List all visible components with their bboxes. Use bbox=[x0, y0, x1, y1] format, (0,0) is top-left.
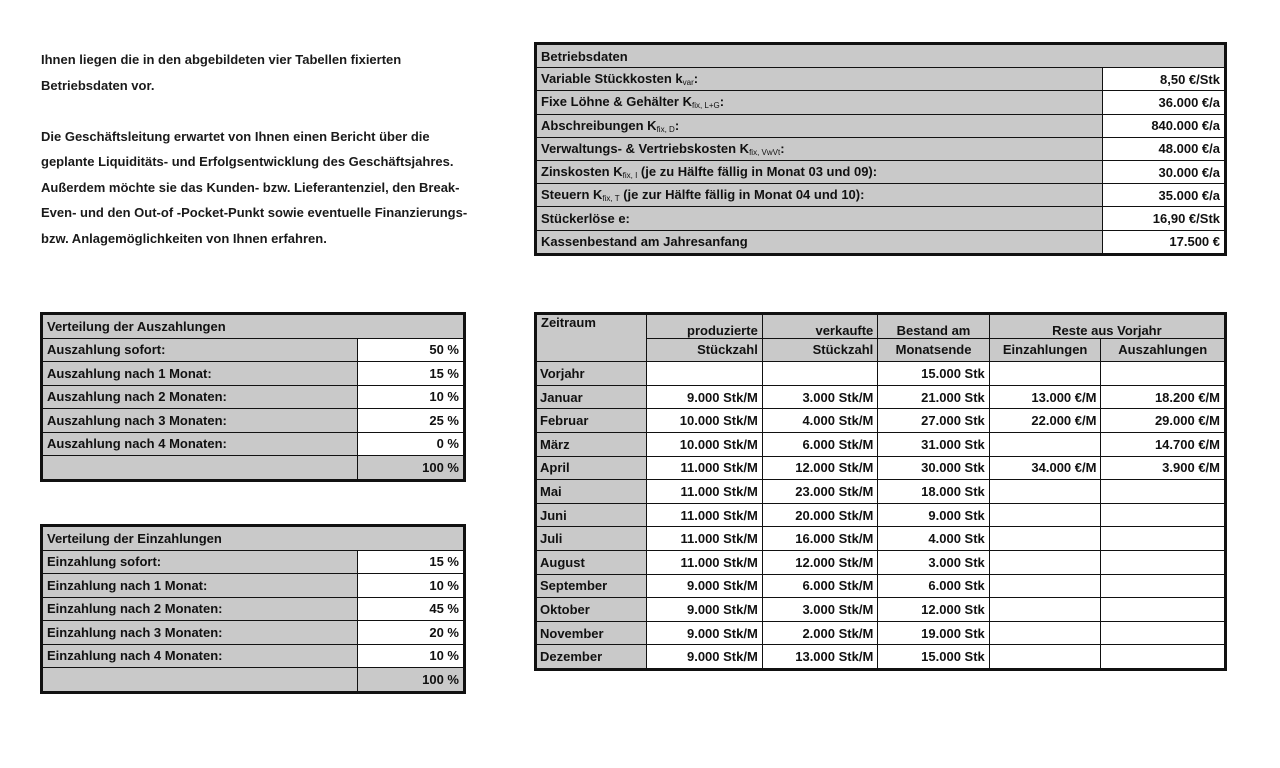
cell-e bbox=[989, 503, 1101, 527]
row-value: 48.000 €/a bbox=[1102, 137, 1226, 160]
cell-a bbox=[1101, 550, 1226, 574]
cell-a bbox=[1101, 598, 1226, 622]
cell-p: 10.000 Stk/M bbox=[647, 409, 762, 433]
table-row bbox=[536, 230, 1226, 254]
cell-a: 18.200 €/M bbox=[1101, 385, 1226, 409]
cell-b: 3.000 Stk bbox=[878, 550, 990, 574]
month-label: Dezember bbox=[536, 645, 647, 670]
cell-b: 4.000 Stk bbox=[878, 527, 990, 551]
row-value: 15 % bbox=[357, 362, 464, 386]
table-row bbox=[536, 409, 1226, 433]
table-row bbox=[536, 550, 1226, 574]
row-label: Verwaltungs- & Vertriebskosten $K_{fix, VwVt}$: bbox=[536, 137, 1103, 160]
cell-e bbox=[989, 432, 1101, 456]
cell-v: 23.000 Stk/M bbox=[762, 480, 877, 504]
cell-p: 11.000 Stk/M bbox=[647, 550, 762, 574]
cell-e bbox=[989, 480, 1101, 504]
cell-b: 15.000 Stk bbox=[878, 362, 990, 386]
header-produziert-sub: Stückzahl bbox=[647, 338, 762, 362]
month-label: September bbox=[536, 574, 647, 598]
month-label: März bbox=[536, 432, 647, 456]
cell-a bbox=[1101, 574, 1226, 598]
cell-a bbox=[1101, 503, 1226, 527]
table-row bbox=[42, 385, 465, 409]
header-reste: Reste aus Vorjahr bbox=[989, 314, 1225, 339]
table-row bbox=[536, 137, 1226, 160]
table-row bbox=[536, 574, 1226, 598]
row-value: 45 % bbox=[357, 597, 464, 621]
table-row bbox=[42, 432, 465, 456]
cell-p: 11.000 Stk/M bbox=[647, 480, 762, 504]
einzahlungen-table bbox=[40, 524, 466, 694]
cell-p: 11.000 Stk/M bbox=[647, 527, 762, 551]
row-value: 36.000 €/a bbox=[1102, 91, 1226, 114]
total-value: 100 % bbox=[357, 456, 464, 481]
row-value: 15 % bbox=[357, 550, 464, 574]
table-row bbox=[536, 503, 1226, 527]
table-row bbox=[536, 621, 1226, 645]
table-row bbox=[536, 91, 1226, 114]
table-row bbox=[536, 456, 1226, 480]
table-row bbox=[536, 362, 1226, 386]
table-row bbox=[42, 597, 465, 621]
auszahlungen-table bbox=[40, 312, 466, 482]
row-value: 50 % bbox=[357, 338, 464, 362]
cell-e bbox=[989, 550, 1101, 574]
row-label: Einzahlung nach 3 Monaten: bbox=[42, 621, 358, 645]
header-zeitraum: Zeitraum bbox=[536, 314, 647, 362]
table-row bbox=[536, 432, 1226, 456]
cell-v: 3.000 Stk/M bbox=[762, 385, 877, 409]
month-label: April bbox=[536, 456, 647, 480]
row-value: 840.000 €/a bbox=[1102, 114, 1226, 137]
total-value: 100 % bbox=[357, 668, 464, 693]
cell-b: 18.000 Stk bbox=[878, 480, 990, 504]
month-label: August bbox=[536, 550, 647, 574]
row-label: Einzahlung sofort: bbox=[42, 550, 358, 574]
row-label: Zinskosten $K_{fix, I}$ (je zu Hälfte fällig in Monat 03 und 09): bbox=[536, 160, 1103, 183]
header-bestand: Bestand am bbox=[878, 314, 990, 339]
header-auszahlungen: Auszahlungen bbox=[1101, 338, 1226, 362]
cell-b: 15.000 Stk bbox=[878, 645, 990, 670]
row-label: Steuern $K_{fix, T}$ (je zur Hälfte fällig in Monat 04 und 10): bbox=[536, 184, 1103, 207]
cell-b: 6.000 Stk bbox=[878, 574, 990, 598]
table-row bbox=[42, 644, 465, 668]
month-label: November bbox=[536, 621, 647, 645]
cell-v: 16.000 Stk/M bbox=[762, 527, 877, 551]
cell-b: 9.000 Stk bbox=[878, 503, 990, 527]
row-value: 30.000 €/a bbox=[1102, 160, 1226, 183]
cell-e bbox=[989, 598, 1101, 622]
cell-e bbox=[989, 527, 1101, 551]
row-label: Einzahlung nach 2 Monaten: bbox=[42, 597, 358, 621]
cell-b: 31.000 Stk bbox=[878, 432, 990, 456]
cell-a bbox=[1101, 645, 1226, 670]
table-row bbox=[42, 574, 465, 598]
month-label: Oktober bbox=[536, 598, 647, 622]
month-label: Februar bbox=[536, 409, 647, 433]
table-row bbox=[42, 409, 465, 433]
row-value: 10 % bbox=[357, 385, 464, 409]
table-row bbox=[536, 68, 1226, 91]
table-row bbox=[42, 338, 465, 362]
cell-e bbox=[989, 621, 1101, 645]
row-value: 8,50 €/Stk bbox=[1102, 68, 1226, 91]
row-value: 10 % bbox=[357, 644, 464, 668]
table-row bbox=[536, 184, 1226, 207]
table-row bbox=[42, 362, 465, 386]
cell-p: 9.000 Stk/M bbox=[647, 621, 762, 645]
table-row bbox=[536, 114, 1226, 137]
cell-p: 11.000 Stk/M bbox=[647, 456, 762, 480]
row-label: Auszahlung nach 4 Monaten: bbox=[42, 432, 358, 456]
row-label: Kassenbestand am Jahresanfang bbox=[536, 230, 1103, 254]
cell-p: 9.000 Stk/M bbox=[647, 574, 762, 598]
row-label: Einzahlung nach 4 Monaten: bbox=[42, 644, 358, 668]
header-bestand-sub: Monatsende bbox=[878, 338, 990, 362]
row-label: Stückerlöse e: bbox=[536, 207, 1103, 230]
row-value: 17.500 € bbox=[1102, 230, 1226, 254]
table-row bbox=[536, 527, 1226, 551]
cell-p: 10.000 Stk/M bbox=[647, 432, 762, 456]
cell-a bbox=[1101, 621, 1226, 645]
row-label: Variable Stückkosten $k_{var}$: bbox=[536, 68, 1103, 91]
cell-v: 13.000 Stk/M bbox=[762, 645, 877, 670]
cell-a bbox=[1101, 362, 1226, 386]
row-value: 35.000 €/a bbox=[1102, 184, 1226, 207]
intro-paragraph-1: Ihnen liegen die in den abgebildeten vier Tabellen fixierten Betriebsdaten vor. bbox=[41, 52, 402, 93]
cell-a bbox=[1101, 480, 1226, 504]
total-row bbox=[42, 456, 465, 481]
cell-e: 34.000 €/M bbox=[989, 456, 1101, 480]
cell-v: 3.000 Stk/M bbox=[762, 598, 877, 622]
table-row bbox=[536, 598, 1226, 622]
cell-v bbox=[762, 362, 877, 386]
row-label: Auszahlung nach 1 Monat: bbox=[42, 362, 358, 386]
month-label: Vorjahr bbox=[536, 362, 647, 386]
cell-e bbox=[989, 574, 1101, 598]
cell-b: 30.000 Stk bbox=[878, 456, 990, 480]
row-value: 25 % bbox=[357, 409, 464, 433]
header-verkauft-sub: Stückzahl bbox=[762, 338, 877, 362]
table-title: Verteilung der Auszahlungen bbox=[42, 314, 465, 339]
table-row bbox=[536, 480, 1226, 504]
header-produziert: produzierte bbox=[647, 314, 762, 339]
cell-v: 6.000 Stk/M bbox=[762, 574, 877, 598]
cell-a: 29.000 €/M bbox=[1101, 409, 1226, 433]
betriebsdaten-table bbox=[534, 42, 1227, 256]
cell-p: 9.000 Stk/M bbox=[647, 598, 762, 622]
table-row bbox=[42, 550, 465, 574]
cell-a: 14.700 €/M bbox=[1101, 432, 1226, 456]
cell-v: 20.000 Stk/M bbox=[762, 503, 877, 527]
cell-b: 19.000 Stk bbox=[878, 621, 990, 645]
cell-e bbox=[989, 362, 1101, 386]
table-title: Verteilung der Einzahlungen bbox=[42, 526, 465, 551]
cell-e bbox=[989, 645, 1101, 670]
cell-p: 9.000 Stk/M bbox=[647, 385, 762, 409]
cell-v: 2.000 Stk/M bbox=[762, 621, 877, 645]
cell-p bbox=[647, 362, 762, 386]
monatsdaten-table bbox=[534, 312, 1227, 671]
row-label: Einzahlung nach 1 Monat: bbox=[42, 574, 358, 598]
table-title: Betriebsdaten bbox=[536, 44, 1226, 68]
row-label: Auszahlung nach 3 Monaten: bbox=[42, 409, 358, 433]
cell-b: 12.000 Stk bbox=[878, 598, 990, 622]
row-value: 0 % bbox=[357, 432, 464, 456]
row-label: Auszahlung sofort: bbox=[42, 338, 358, 362]
row-value: 16,90 €/Stk bbox=[1102, 207, 1226, 230]
header-einzahlungen: Einzahlungen bbox=[989, 338, 1101, 362]
month-label: Juni bbox=[536, 503, 647, 527]
row-value: 20 % bbox=[357, 621, 464, 645]
cell-b: 21.000 Stk bbox=[878, 385, 990, 409]
cell-e: 13.000 €/M bbox=[989, 385, 1101, 409]
row-label: Auszahlung nach 2 Monaten: bbox=[42, 385, 358, 409]
cell-p: 11.000 Stk/M bbox=[647, 503, 762, 527]
intro-paragraph-2: Die Geschäftsleitung erwartet von Ihnen einen Bericht über die geplante Liquiditäts- und Erfolgsentwicklung des Geschäftsjahres. Außerdem möchte sie das Kunden- bzw. Lieferantenziel, den Break-Even- und den Out-of -Pocket-Punkt sowie eventuelle Finanzierungs- bzw. Anlagemöglichkeiten von Ihnen erfahren. bbox=[41, 128, 468, 246]
cell-a: 3.900 €/M bbox=[1101, 456, 1226, 480]
table-row bbox=[536, 645, 1226, 670]
month-label: Januar bbox=[536, 385, 647, 409]
table-row bbox=[536, 385, 1226, 409]
cell-v: 12.000 Stk/M bbox=[762, 456, 877, 480]
month-label: Mai bbox=[536, 480, 647, 504]
total-row bbox=[42, 668, 465, 693]
header-verkauft: verkaufte bbox=[762, 314, 877, 339]
cell-p: 9.000 Stk/M bbox=[647, 645, 762, 670]
row-value: 10 % bbox=[357, 574, 464, 598]
task-description bbox=[41, 47, 481, 277]
table-row bbox=[536, 160, 1226, 183]
cell-v: 6.000 Stk/M bbox=[762, 432, 877, 456]
cell-e: 22.000 €/M bbox=[989, 409, 1101, 433]
month-label: Juli bbox=[536, 527, 647, 551]
cell-v: 12.000 Stk/M bbox=[762, 550, 877, 574]
table-row bbox=[42, 621, 465, 645]
table-row bbox=[536, 207, 1226, 230]
cell-a bbox=[1101, 527, 1226, 551]
cell-v: 4.000 Stk/M bbox=[762, 409, 877, 433]
cell-b: 27.000 Stk bbox=[878, 409, 990, 433]
row-label: Fixe Löhne & Gehälter $K_{fix, L+G}$: bbox=[536, 91, 1103, 114]
row-label: Abschreibungen $K_{fix, D}$: bbox=[536, 114, 1103, 137]
